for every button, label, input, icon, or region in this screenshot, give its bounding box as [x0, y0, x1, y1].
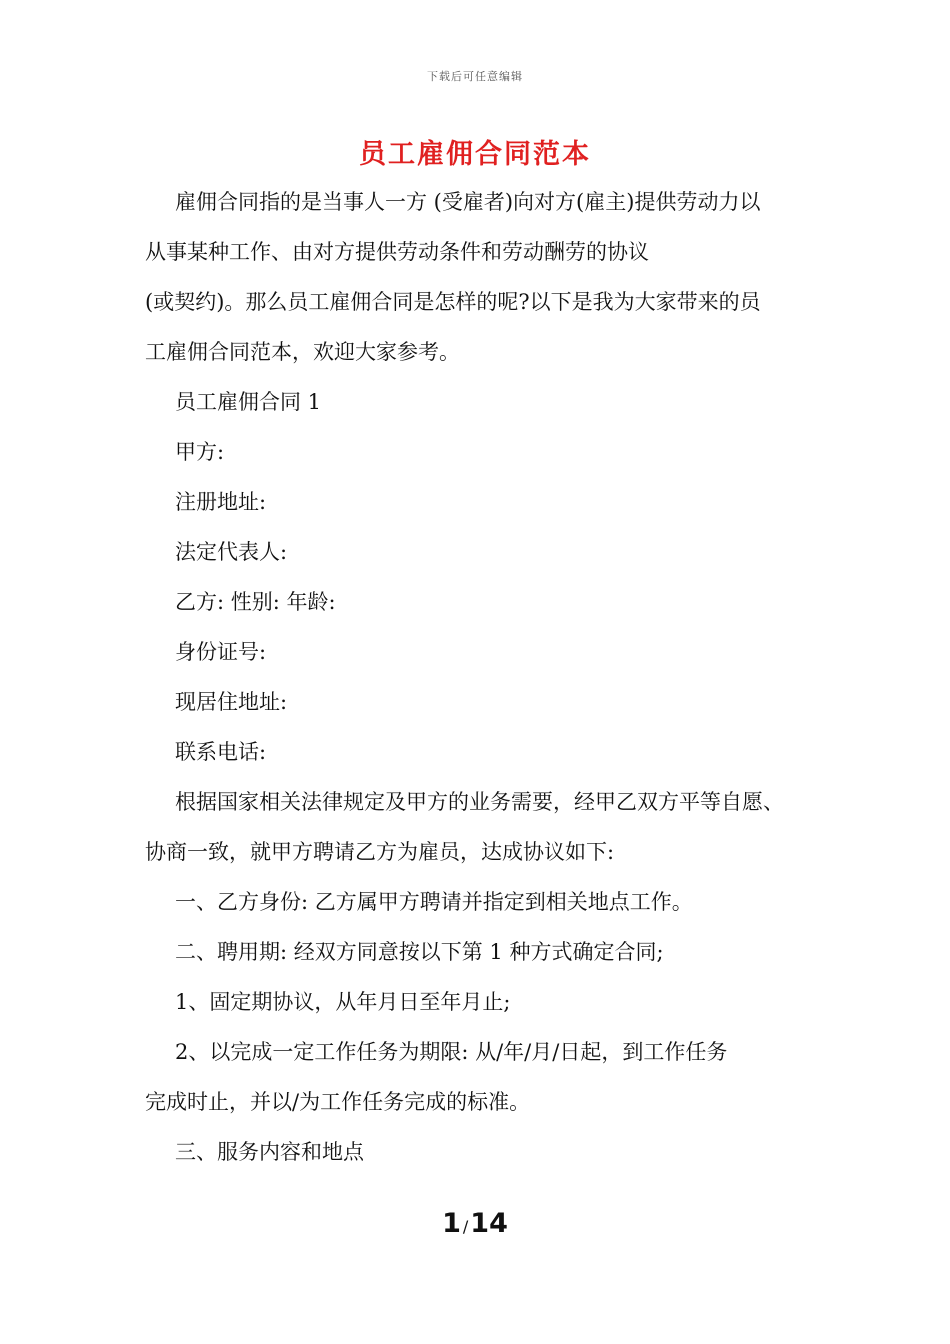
intro-paragraph — [145, 177, 825, 227]
page-total: 14 — [470, 1208, 508, 1239]
intro-paragraph-cont — [145, 227, 825, 377]
intro-line-4: 工雇佣合同范本，欢迎大家参考。 — [145, 340, 460, 364]
clause-1-text: 一、乙方身份: 乙方属甲方聘请并指定到相关地点工作。 — [175, 890, 693, 914]
field-party-a — [145, 427, 825, 477]
clause-1 — [145, 877, 825, 927]
document-body — [145, 177, 825, 1177]
clause-2-2-line-1: 2、以完成一定工作任务为期限: 从/年/月/日起，到工作任务 — [175, 1040, 728, 1064]
basis-paragraph-cont — [145, 827, 825, 877]
clause-3 — [145, 1127, 825, 1177]
contract-heading — [145, 377, 825, 427]
field-registered-address-label: 注册地址: — [175, 490, 267, 514]
clause-3-text: 三、服务内容和地点 — [175, 1140, 364, 1164]
header-note: 下载后可任意编辑 — [427, 70, 523, 83]
clause-2-2-cont — [145, 1077, 825, 1127]
field-legal-representative-label: 法定代表人: — [175, 540, 288, 564]
basis-line-1: 根据国家相关法律规定及甲方的业务需要，经甲乙双方平等自愿、 — [175, 790, 784, 814]
field-party-b-label: 乙方: 性别: 年龄: — [175, 590, 336, 614]
field-current-address-label: 现居住地址: — [175, 690, 288, 714]
field-id-number-label: 身份证号: — [175, 640, 267, 664]
document-title: 员工雇佣合同范本 — [359, 139, 591, 170]
field-phone — [145, 727, 825, 777]
field-current-address — [145, 677, 825, 727]
intro-line-2: 从事某种工作、由对方提供劳动条件和劳动酬劳的协议 — [145, 240, 649, 264]
intro-line-1: 雇佣合同指的是当事人一方 (受雇者)向对方(雇主)提供劳动力以 — [175, 190, 761, 214]
clause-2-2-line-2: 完成时止，并以/为工作任务完成的标准。 — [145, 1090, 531, 1114]
intro-line-3: (或契约)。那么员工雇佣合同是怎样的呢?以下是我为大家带来的员 — [145, 290, 761, 314]
field-party-b — [145, 577, 825, 627]
contract-heading-text: 员工雇佣合同 1 — [175, 390, 322, 414]
page-separator: / — [462, 1217, 469, 1236]
field-phone-label: 联系电话: — [175, 740, 267, 764]
basis-line-2: 协商一致，就甲方聘请乙方为雇员，达成协议如下: — [145, 840, 615, 864]
page-number — [0, 1208, 950, 1239]
clause-2-text: 二、聘用期: 经双方同意按以下第 1 种方式确定合同; — [175, 940, 664, 964]
clause-2 — [145, 927, 825, 977]
clause-2-1-text: 1、固定期协议，从年月日至年月止; — [175, 990, 511, 1014]
clause-2-2 — [145, 1027, 825, 1077]
field-party-a-label: 甲方: — [175, 440, 225, 464]
field-legal-representative — [145, 527, 825, 577]
field-registered-address — [145, 477, 825, 527]
clause-2-1 — [145, 977, 825, 1027]
page-current: 1 — [442, 1208, 461, 1239]
field-id-number — [145, 627, 825, 677]
basis-paragraph — [145, 777, 825, 827]
